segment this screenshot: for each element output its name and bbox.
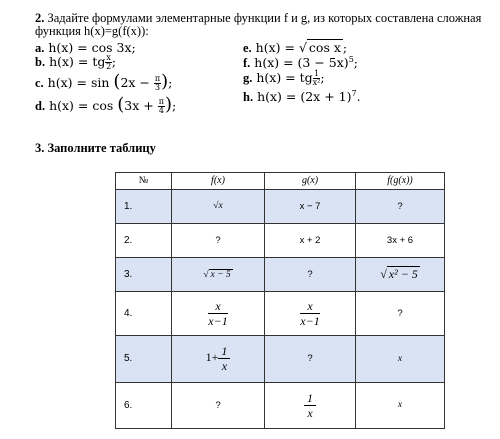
cell-g: $\frac{x}{x-1}$ xyxy=(265,291,356,335)
row-number: 5. xyxy=(116,336,172,382)
table-row xyxy=(116,257,445,291)
cell-fg: √ x² − 5 xyxy=(356,257,445,291)
row-number: 4. xyxy=(116,291,172,335)
table-row xyxy=(116,223,445,257)
cell-fg: 3x + 6 xyxy=(356,223,445,257)
row-number: 6. xyxy=(116,382,172,428)
table-row xyxy=(116,382,445,428)
task-2-text: Задайте формулами элементарные функции f и g, из которых составлена сложная функция h(x)=g(f(x)): xyxy=(35,11,482,38)
task-2-number: 2. xyxy=(35,11,45,25)
table-header-row xyxy=(116,173,445,190)
cell-f: √ x − 5 xyxy=(172,257,265,291)
cell-fg: ? xyxy=(356,189,445,223)
cell-g: $\frac{1}{x}$ xyxy=(265,382,356,428)
cell-f: √x xyxy=(172,189,265,223)
cell-g: ? xyxy=(265,336,356,382)
item-e: e. h(x) = √ cos x ; xyxy=(243,40,348,55)
cell-g: x − 7 xyxy=(265,189,356,223)
header-number: № xyxy=(116,173,172,190)
row-number: 1. xyxy=(116,189,172,223)
cell-f: ? xyxy=(172,382,265,428)
cell-f: ? xyxy=(172,223,265,257)
task-2-items xyxy=(35,40,495,120)
cell-g: ? xyxy=(265,257,356,291)
item-f: f. $h(x) = (3 - 5x)^5$; xyxy=(243,55,358,71)
item-a: a. h(x) = cos 3x; xyxy=(35,40,136,55)
functions-table xyxy=(115,172,445,429)
header-fg: f(g(x)) xyxy=(356,173,445,190)
cell-f: 1+ $\frac{1}{x}$ xyxy=(172,336,265,382)
cell-g: x + 2 xyxy=(265,223,356,257)
item-h: h. $h(x) = (2x + 1)^7$. xyxy=(243,89,361,105)
item-b: b. h(x) = tg $\frac{x}{2}$ ; xyxy=(35,53,117,71)
header-f: f(x) xyxy=(172,173,265,190)
row-number: 2. xyxy=(116,223,172,257)
cell-f: $\frac{x}{x-1}$ xyxy=(172,291,265,335)
task-2-statement xyxy=(35,12,490,38)
item-d: d. h(x) = cos (3x + $\frac{\pi}{4}$ ); xyxy=(35,94,177,115)
item-g: g. h(x) = tg $\frac{1}{\text{x²}}$ ; xyxy=(243,69,325,87)
cell-fg: x xyxy=(356,336,445,382)
cell-fg: ? xyxy=(356,291,445,335)
item-c: c. h(x) = sin (2x − $\frac{\pi}{3}$ ); xyxy=(35,71,173,92)
table-row xyxy=(116,291,445,335)
table-row xyxy=(116,189,445,223)
task-3-title: 3. Заполните таблицу xyxy=(35,141,156,155)
table-row xyxy=(116,336,445,382)
row-number: 3. xyxy=(116,257,172,291)
header-g: g(x) xyxy=(265,173,356,190)
cell-fg: x xyxy=(356,382,445,428)
